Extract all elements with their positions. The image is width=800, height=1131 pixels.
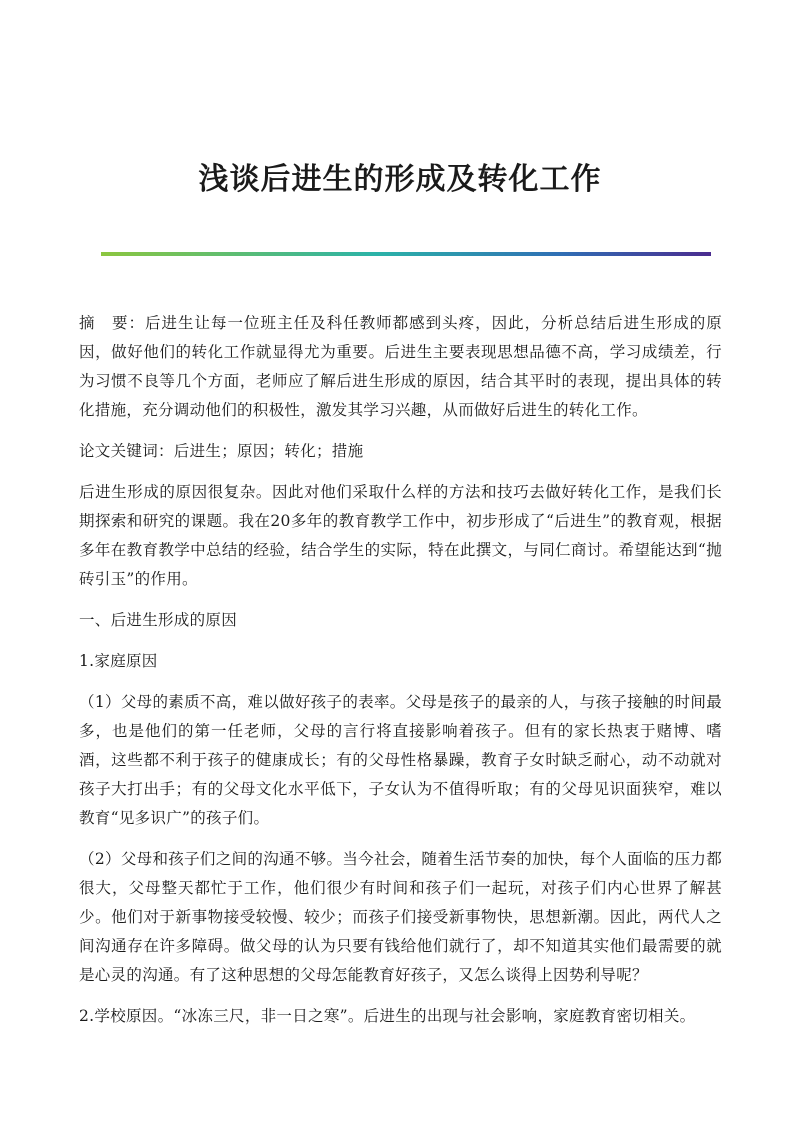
body-paragraph: （1）父母的素质不高，难以做好孩子的表率。父母是孩子的最亲的人，与孩子接触的时间最多，也是他们的第一任老师，父母的言行将直接影响着孩子。但有的家长热衷于赌博、嗜酒，这些都不利于孩子的健康成长；有的父母性格暴躁，教育子女时缺乏耐心，动不动就对孩子大打出手；有的父母文化水平低下，子女认为不值得听取；有的父母见识面狭窄，难以教育“见多识广”的孩子们。 — [79, 693, 722, 827]
document-body — [79, 309, 722, 1043]
body-paragraph: （2）父母和孩子们之间的沟通不够。当今社会，随着生活节奏的加快，每个人面临的压力都很大，父母整天都忙于工作，他们很少有时间和孩子们一起玩，对孩子们内心世界了解甚少。他们对于新事物接受较慢、较少；而孩子们接受新事物快，思想新潮。因此，两代人之间沟通存在许多障碍。做父母的认为只要有钱给他们就行了，却不知道其实他们最需要的就是心灵的沟通。有了这种思想的父母怎能教育好孩子，又怎么谈得上因势利导呢？ — [79, 850, 722, 984]
abstract-paragraph: 摘 要：后进生让每一位班主任及科任教师都感到头疼，因此，分析总结后进生形成的原因，做好他们的转化工作就显得尤为重要。后进生主要表现思想品德不高，学习成绩差，行为习惯不良等几个方面，老师应了解后进生形成的原因，结合其平时的表现，提出具体的转化措施，充分调动他们的积极性，激发其学习兴趣，从而做好后进生的转化工作。 — [79, 314, 722, 419]
keywords-line: 论文关键词：后进生；原因；转化；措施 — [79, 442, 364, 460]
subsection-heading: 1.家庭原因 — [79, 652, 158, 670]
body-paragraph: 2.学校原因。“冰冻三尺，非一日之寒”。后进生的出现与社会影响，家庭教育密切相关。 — [79, 1007, 696, 1025]
section-heading: 一、后进生形成的原因 — [79, 611, 238, 629]
document-title: 浅谈后进生的形成及转化工作 — [198, 162, 602, 197]
title-divider — [101, 252, 711, 256]
intro-paragraph: 后进生形成的原因很复杂。因此对他们采取什么样的方法和技巧去做好转化工作，是我们长期探索和研究的课题。我在20多年的教育教学工作中，初步形成了“后进生”的教育观，根据多年在教育教学中总结的经验，结合学生的实际，特在此撰文，与同仁商讨。希望能达到“抛砖引玉”的作用。 — [79, 483, 722, 588]
